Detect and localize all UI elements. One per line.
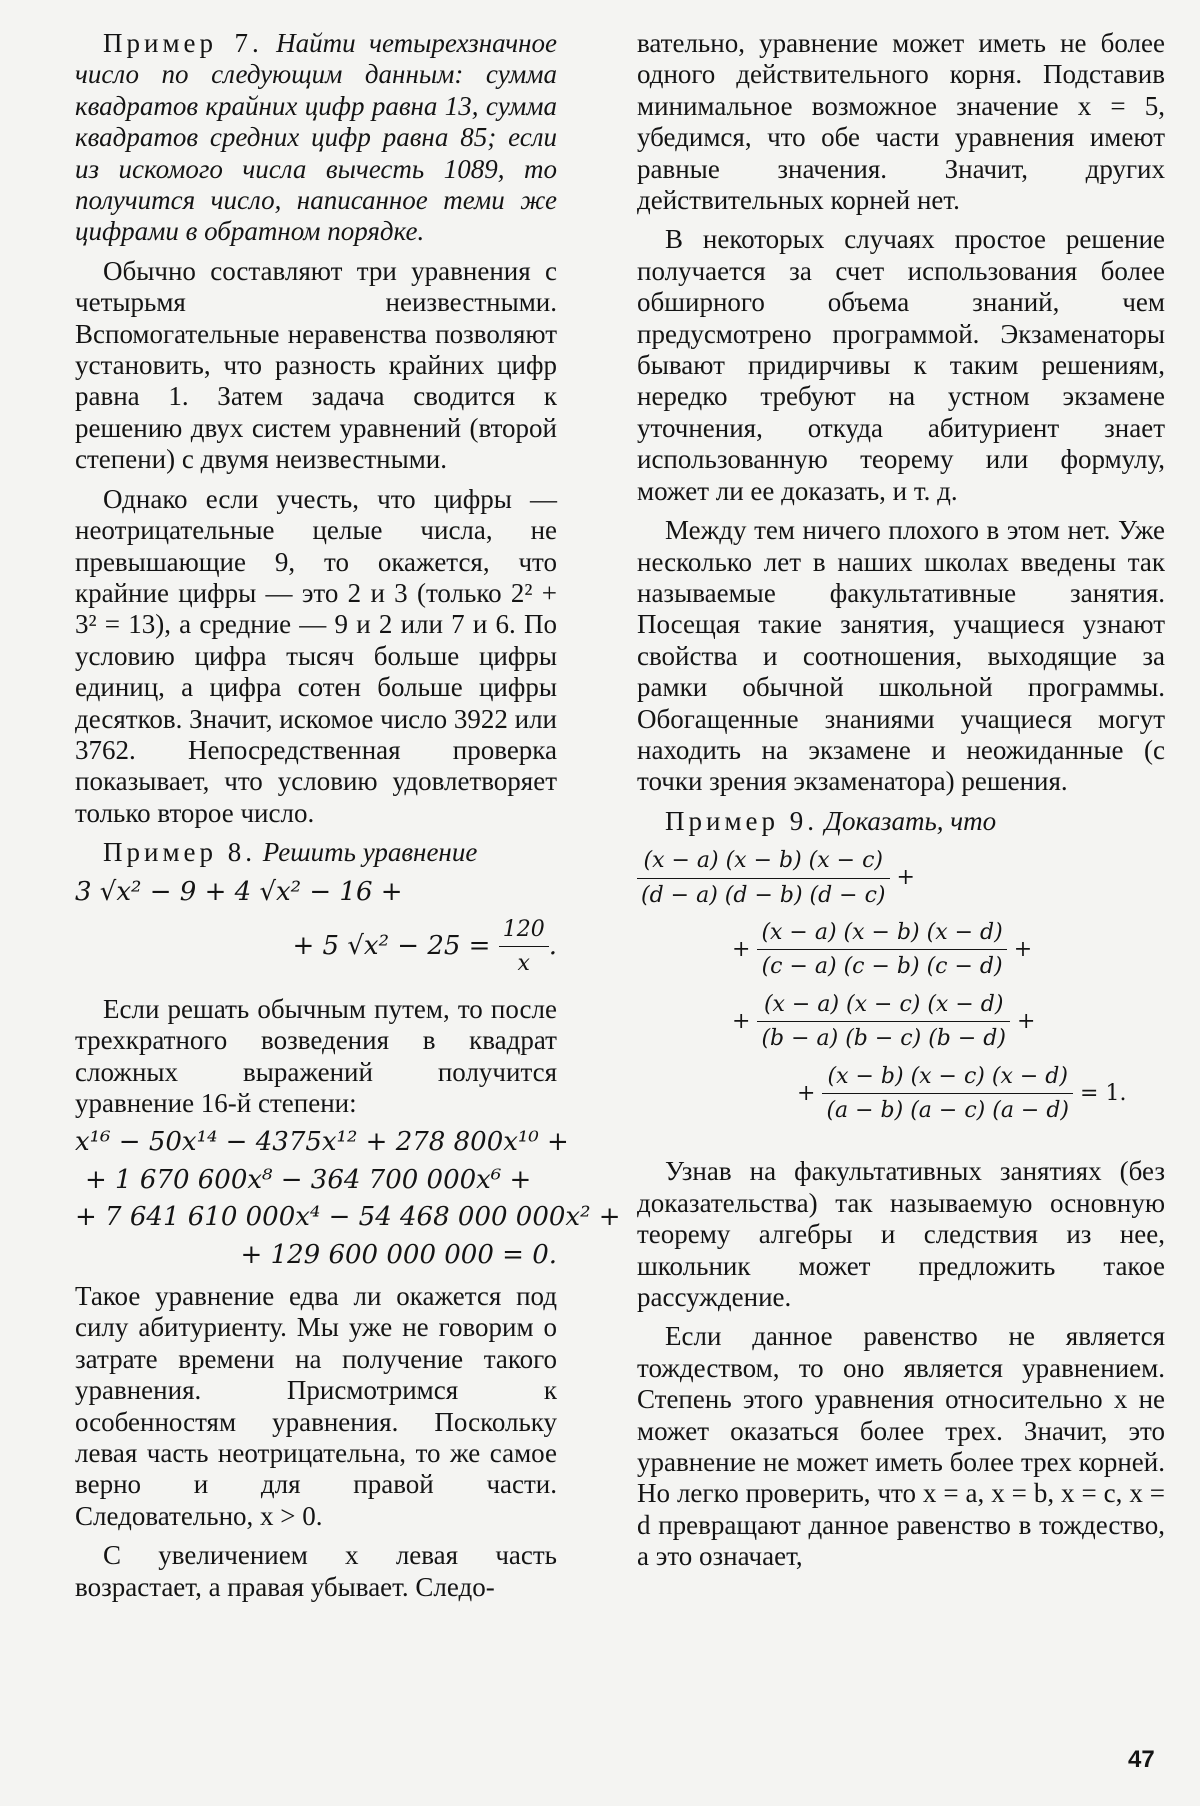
identity-term-2: + $\frac{(x - a) (x - b) (x - d)}{(c - a) (c - b) (c - d)}$ + — [637, 917, 1165, 983]
identity-term-1: $\frac{(x - a) (x - b) (x - c)}{(d - a) (d - b) (d - c)}$ + — [637, 845, 1165, 911]
example-7-label: Пример 7. — [103, 28, 263, 58]
equation-8-fraction — [499, 914, 549, 980]
fraction-denominator: (d − a) (d − b) (d − c) — [641, 882, 886, 908]
fraction-numerator: (x − a) (x − b) (x − d) — [757, 917, 1006, 950]
example-8-task: Решить уравнение — [262, 837, 478, 868]
example-8 — [75, 837, 557, 868]
identity-fraction-4 — [822, 1061, 1073, 1127]
fraction-denominator: (c − a) (c − b) (c − d) — [761, 954, 1003, 980]
right-column — [637, 28, 1165, 1581]
paragraph: Узнав на факультативных занятиях (без доказательства) так называемую основную теорему алгебры и следствия из нее, школьник может предложить такое рассуждение. — [637, 1156, 1165, 1313]
fraction-numerator: 120 — [499, 914, 549, 947]
identity-term-3: + $\frac{(x - a) (x - c) (x - d)}{(b - a) (b - c) (b - d)}$ + — [637, 989, 1165, 1055]
paragraph: Между тем ничего плохого в этом нет. Уже несколько лет в наших школах введены так называемые факультативные занятия. Посещая такие занятия, учащиеся узнают свойства и соотношения, выходящие за рамки обычной школьной программы. Обогащенные знаниями учащиеся могут находить на экзамене и неожиданные (с точки зрения экзаменатора) решения. — [637, 515, 1165, 797]
example-9-label: Пример 9. — [665, 805, 819, 836]
equation-8-line-2: + 5 √x² − 25 = $\frac{120}{x}$ . — [75, 914, 557, 980]
identity-term-4: + $\frac{(x - b) (x - c) (x - d)}{(a - b) (a - c) (a - d)}$ = 1. — [637, 1061, 1165, 1127]
paragraph: В некоторых случаях простое решение получается за счет использования более обширного объема знаний, чем предусмотрено программой. Экзаменаторы бывают придирчивы к таким решениям, нередко требуют на устном экзамене уточнения, откуда абитуриент знает использованную теорему или формулу, может ли ее доказать, и т. д. — [637, 224, 1165, 506]
identity-end: = 1. — [1080, 1080, 1127, 1106]
fraction-numerator: (x − a) (x − c) (x − d) — [757, 989, 1010, 1022]
identity-fraction-3 — [757, 989, 1010, 1055]
polynomial-line-1: x¹⁶ − 50x¹⁴ − 4375x¹² + 278 800x¹⁰ + — [75, 1127, 569, 1158]
fraction-numerator: (x − a) (x − b) (x − c) — [637, 845, 890, 878]
polynomial-line-3: + 7 641 610 000x⁴ − 54 468 000 000x² + — [75, 1202, 621, 1233]
example-7-task: Найти четырехзначное число по следующим данным: сумма квадратов крайних цифр равна 13, сумма квадратов средних цифр равна 85; если из искомого числа вычесть 1089, то получится число, написанное теми же цифрами в обратном порядке. — [75, 28, 557, 247]
equation-8-line-1: 3 √x² − 9 + 4 √x² − 16 + — [75, 876, 403, 907]
identity-fraction-2 — [757, 917, 1006, 983]
paragraph: С увеличением x левая часть возрастает, а правая убывает. Следо- — [75, 1540, 557, 1602]
fraction-numerator: (x − b) (x − c) (x − d) — [822, 1061, 1073, 1094]
paragraph: Однако если учесть, что цифры — неотрицательные целые числа, не превышающие 9, то окажется, что крайние цифры — это 2 и 3 (только 2² + 3² = 13), а средние — 9 и 2 или 7 и 6. По условию цифра тысяч больше цифры единиц, а цифра сотен больше цифры десятков. Значит, искомое число 3922 или 3762. Непосредственная проверка показывает, что условию удовлетворяет только второе число. — [75, 483, 557, 828]
polynomial-line-4: + 129 600 000 000 = 0. — [240, 1239, 557, 1270]
paragraph: Если данное равенство не является тождеством, то оно является уравнением. Степень этого уравнения относительно x не может оказаться более трех. Значит, это уравнение не может иметь более трех корней. Но легко проверить, что x = a, x = b, x = c, x = d превращают данное равенство в тождество, а это означает, — [637, 1321, 1165, 1572]
paragraph: Если решать обычным путем, то после трехкратного возведения в квадрат сложных выражений получится уравнение 16-й степени: — [75, 993, 557, 1118]
example-9-task: Доказать, что — [824, 805, 997, 836]
identity-fraction-1 — [637, 845, 890, 911]
page-number: 47 — [1128, 1746, 1155, 1773]
paragraph: вательно, уравнение может иметь не более одного действительного корня. Подставив минимальное возможное значение x = 5, убедимся, что обе части уравнения имеют равные значения. Значит, других действительных корней нет. — [637, 28, 1165, 216]
equation-8-line-2-text: + 5 √x² − 25 = — [292, 930, 491, 961]
paragraph: Такое уравнение едва ли окажется под силу абитуриенту. Мы уже не говорим о затрате времени на получение такого уравнения. Присмотримся к особенностям уравнения. Поскольку левая часть неотрицательна, то же самое верно и для правой части. Следовательно, x > 0. — [75, 1281, 557, 1531]
left-column — [75, 28, 621, 1611]
fraction-denominator: x — [517, 951, 530, 977]
fraction-denominator: (a − b) (a − c) (a − d) — [826, 1098, 1070, 1123]
fraction-denominator: (b − a) (b − c) (b − d) — [761, 1026, 1006, 1052]
polynomial-line-2: + 1 670 600x⁸ − 364 700 000x⁶ + — [85, 1164, 532, 1195]
example-7 — [75, 28, 557, 248]
example-8-label: Пример 8. — [103, 837, 257, 868]
example-9 — [637, 806, 1165, 837]
paragraph: Обычно составляют три уравнения с четырьмя неизвестными. Вспомогательные неравенства позволяют установить, что разность крайних цифр равна 1. Затем задача сводится к решению двух систем уравнений (второй степени) с двумя неизвестными. — [75, 255, 557, 475]
